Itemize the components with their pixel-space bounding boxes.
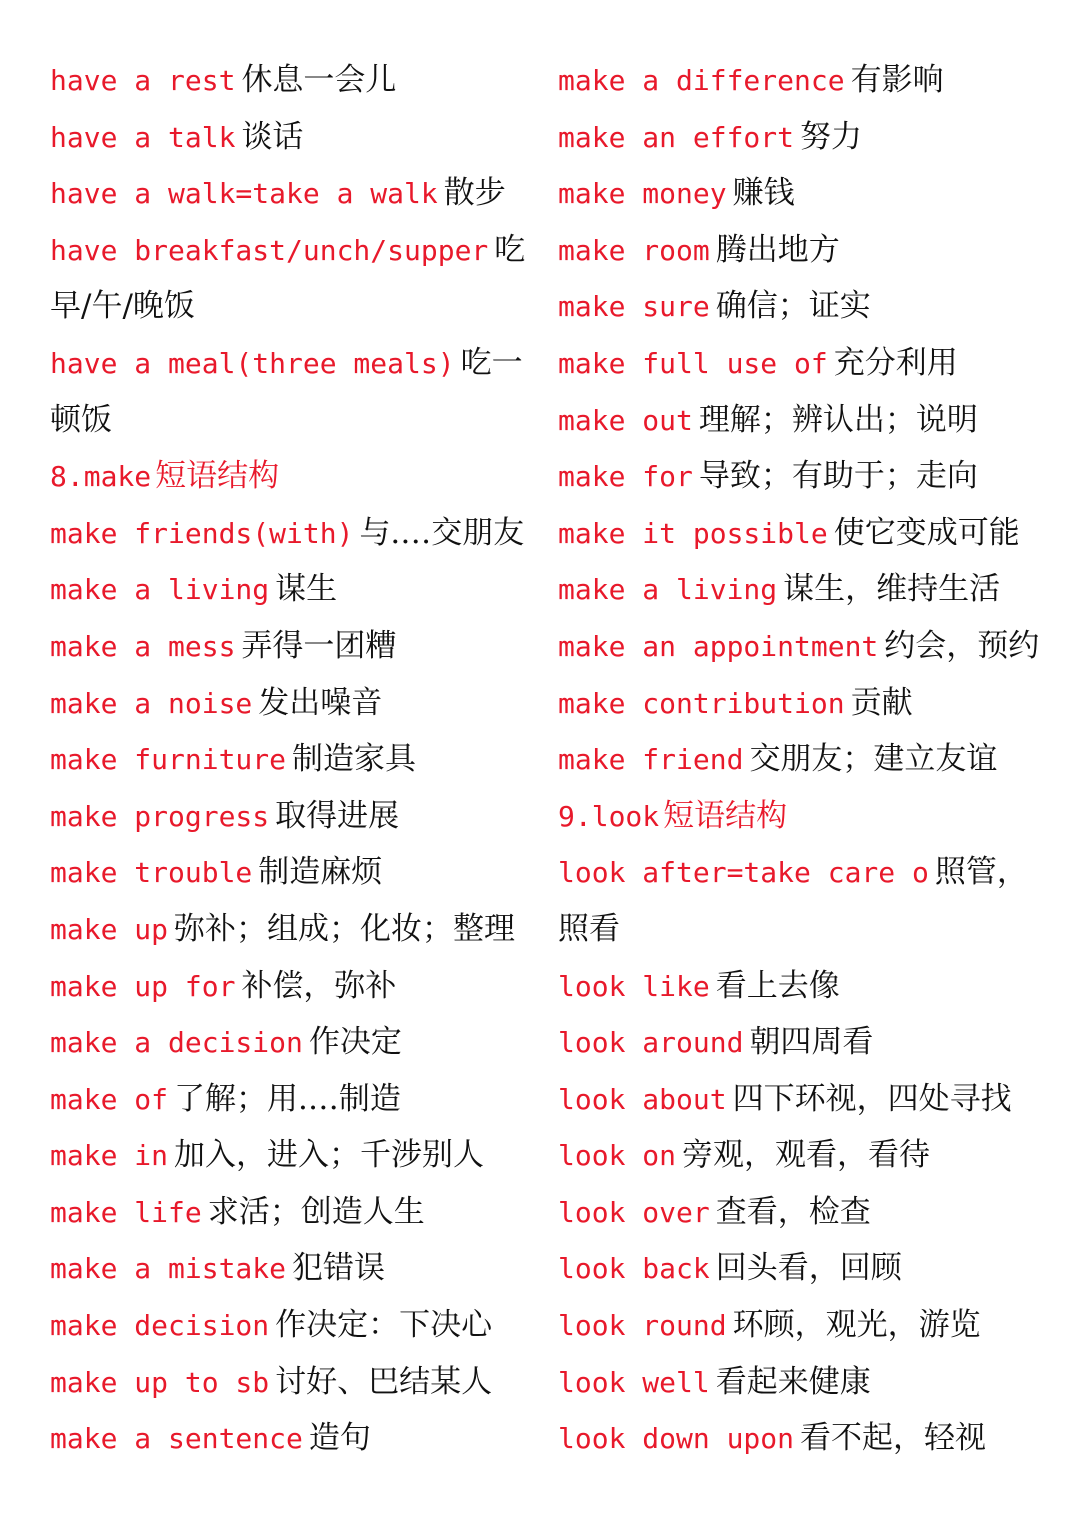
phrase-row [558, 1297, 1048, 1354]
english-phrase: look down upon [558, 1422, 795, 1456]
phrase-row [558, 844, 1048, 901]
english-phrase: make contribution [558, 686, 845, 720]
left-column [50, 52, 530, 1467]
english-phrase: make out [558, 403, 693, 437]
english-phrase: look over [558, 1195, 710, 1229]
chinese-meaning: 谈话 [241, 118, 304, 155]
english-phrase: make a sentence [50, 1422, 303, 1456]
chinese-meaning: 短语结构 [663, 797, 788, 834]
chinese-meaning: 确信；证实 [715, 288, 871, 325]
english-phrase: have a talk [50, 120, 236, 154]
phrase-row [558, 335, 1048, 392]
phrase-row [50, 731, 530, 788]
phrase-row [50, 1014, 530, 1071]
english-phrase: make up for [50, 969, 236, 1003]
phrase-row [558, 392, 1048, 449]
english-phrase: make progress [50, 799, 270, 833]
chinese-meaning: 谋生，维持生活 [783, 571, 1001, 608]
chinese-meaning: 补偿，弥补 [241, 967, 397, 1004]
chinese-meaning: 看不起，轻视 [800, 1420, 987, 1457]
phrase-row [558, 618, 1048, 675]
english-phrase: make a living [558, 573, 778, 607]
chinese-meaning: 有影响 [850, 62, 944, 98]
chinese-meaning: 环顾，观光，游览 [732, 1307, 981, 1344]
english-phrase: make up to sb [50, 1365, 270, 1399]
phrase-row [558, 731, 1048, 788]
chinese-meaning: 早/午/晚饭 [50, 288, 195, 325]
english-phrase: have a meal(three meals) [50, 346, 455, 380]
phrase-row [558, 901, 1048, 958]
phrase-row [50, 1240, 530, 1297]
phrase-row [558, 1014, 1048, 1071]
phrase-row [50, 52, 530, 109]
phrase-row [558, 1184, 1048, 1241]
chinese-meaning: 休息一会儿 [241, 62, 397, 98]
chinese-meaning: 谋生 [275, 571, 338, 608]
english-phrase: make an effort [558, 120, 795, 154]
english-phrase: make an appointment [558, 629, 879, 663]
chinese-meaning: 发出噪音 [258, 684, 383, 721]
chinese-meaning: 讨好、巴结某人 [275, 1363, 493, 1400]
english-phrase: have a rest [50, 64, 236, 97]
english-phrase: 9.look [558, 799, 660, 833]
chinese-meaning: 作决定：下决心 [275, 1307, 493, 1344]
english-phrase: look well [558, 1365, 710, 1399]
english-phrase: make in [50, 1139, 169, 1173]
phrase-row [558, 109, 1048, 166]
phrase-row [558, 675, 1048, 732]
chinese-meaning: 照管， [934, 854, 1028, 891]
section-heading [558, 788, 1048, 845]
chinese-meaning: 吃 [494, 231, 526, 268]
chinese-meaning: 回头看，回顾 [715, 1250, 902, 1287]
chinese-meaning: 查看，检查 [715, 1193, 871, 1230]
phrase-row [50, 618, 530, 675]
chinese-meaning: 吃一 [460, 344, 523, 381]
english-phrase: make friend [558, 743, 744, 777]
phrase-row [558, 1127, 1048, 1184]
phrase-row [50, 1071, 530, 1128]
english-phrase: make a decision [50, 1026, 303, 1060]
phrase-row [50, 1410, 530, 1467]
english-phrase: look about [558, 1082, 727, 1116]
chinese-meaning: 造句 [308, 1420, 371, 1457]
phrase-row [50, 958, 530, 1015]
english-phrase: make up [50, 912, 169, 946]
phrase-row [50, 1354, 530, 1411]
chinese-meaning: 制造家具 [292, 741, 417, 778]
chinese-meaning: 努力 [800, 118, 863, 155]
phrase-row [50, 901, 530, 958]
chinese-meaning: 与.…交朋友 [359, 514, 525, 551]
phrase-row [50, 109, 530, 166]
english-phrase: make trouble [50, 856, 253, 890]
english-phrase: make money [558, 177, 727, 211]
phrase-row [50, 335, 530, 392]
chinese-meaning: 看起来健康 [715, 1363, 871, 1400]
phrase-row [50, 165, 530, 222]
phrase-row [558, 1071, 1048, 1128]
phrase-row [558, 561, 1048, 618]
english-phrase: make a living [50, 573, 270, 607]
english-phrase: make of [50, 1082, 169, 1116]
english-phrase: make friends(with) [50, 516, 354, 550]
chinese-meaning: 短语结构 [155, 458, 280, 495]
phrase-row [558, 222, 1048, 279]
chinese-meaning: 顿饭 [50, 401, 112, 438]
english-phrase: look around [558, 1026, 744, 1060]
english-phrase: make a mistake [50, 1252, 287, 1286]
english-phrase: make sure [558, 290, 710, 324]
english-phrase: look like [558, 969, 710, 1003]
english-phrase: look after=take care o [558, 856, 929, 890]
phrase-row [558, 52, 1048, 109]
english-phrase: make a difference [558, 64, 845, 97]
chinese-meaning: 旁观，观看，看待 [682, 1137, 931, 1174]
chinese-meaning: 看上去像 [715, 967, 840, 1004]
phrase-row [50, 505, 530, 562]
phrase-row [50, 278, 530, 335]
chinese-meaning: 散步 [443, 175, 506, 212]
english-phrase: make for [558, 460, 693, 494]
chinese-meaning: 取得进展 [275, 797, 400, 834]
chinese-meaning: 理解；辨认出；说明 [698, 401, 978, 438]
chinese-meaning: 赚钱 [732, 175, 795, 212]
phrase-row [558, 958, 1048, 1015]
chinese-meaning: 犯错误 [292, 1250, 386, 1287]
english-phrase: look on [558, 1139, 677, 1173]
phrase-row [50, 675, 530, 732]
chinese-meaning: 腾出地方 [715, 231, 840, 268]
chinese-meaning: 导致；有助于；走向 [698, 458, 978, 495]
phrase-row [558, 278, 1048, 335]
chinese-meaning: 弥补；组成；化妆；整理 [174, 910, 516, 947]
chinese-meaning: 作决定 [308, 1024, 402, 1061]
chinese-meaning: 贡献 [850, 684, 913, 721]
phrase-row [558, 448, 1048, 505]
phrase-row [50, 222, 530, 279]
chinese-meaning: 弄得一团糟 [241, 627, 397, 664]
right-column [558, 52, 1048, 1467]
chinese-meaning: 四下环视，四处寻找 [732, 1080, 1012, 1117]
english-phrase: have breakfast/unch/supper [50, 233, 489, 267]
english-phrase: make furniture [50, 743, 287, 777]
english-phrase: have a walk=take a walk [50, 177, 438, 211]
english-phrase: make a noise [50, 686, 253, 720]
english-phrase: look back [558, 1252, 710, 1286]
phrase-row [50, 844, 530, 901]
english-phrase: make room [558, 233, 710, 267]
phrase-row [50, 1127, 530, 1184]
chinese-meaning: 加入，进入；千涉别人 [174, 1137, 485, 1174]
english-phrase: look round [558, 1309, 727, 1343]
english-phrase: make life [50, 1195, 202, 1229]
section-heading [50, 448, 530, 505]
phrase-row [50, 561, 530, 618]
chinese-meaning: 约会，预约 [884, 627, 1040, 664]
phrase-row [558, 505, 1048, 562]
phrase-row [558, 165, 1048, 222]
chinese-meaning: 制造麻烦 [258, 854, 383, 891]
chinese-meaning: 朝四周看 [749, 1024, 874, 1061]
chinese-meaning: 了解；用.…制造 [174, 1080, 401, 1117]
chinese-meaning: 求活；创造人生 [207, 1193, 425, 1230]
phrase-row [50, 788, 530, 845]
english-phrase: make it possible [558, 516, 828, 550]
phrase-row [558, 1240, 1048, 1297]
phrase-row [50, 1297, 530, 1354]
chinese-meaning: 交朋友；建立友谊 [749, 741, 998, 778]
phrase-row [558, 1354, 1048, 1411]
english-phrase: make decision [50, 1309, 270, 1343]
phrase-row [50, 1184, 530, 1241]
chinese-meaning: 充分利用 [833, 344, 958, 381]
english-phrase: make full use of [558, 346, 828, 380]
phrase-row [50, 392, 530, 449]
phrase-row [558, 1410, 1048, 1467]
chinese-meaning: 使它变成可能 [833, 514, 1020, 551]
english-phrase: make a mess [50, 629, 236, 663]
chinese-meaning: 照看 [558, 910, 620, 947]
english-phrase: 8.make [50, 460, 152, 494]
